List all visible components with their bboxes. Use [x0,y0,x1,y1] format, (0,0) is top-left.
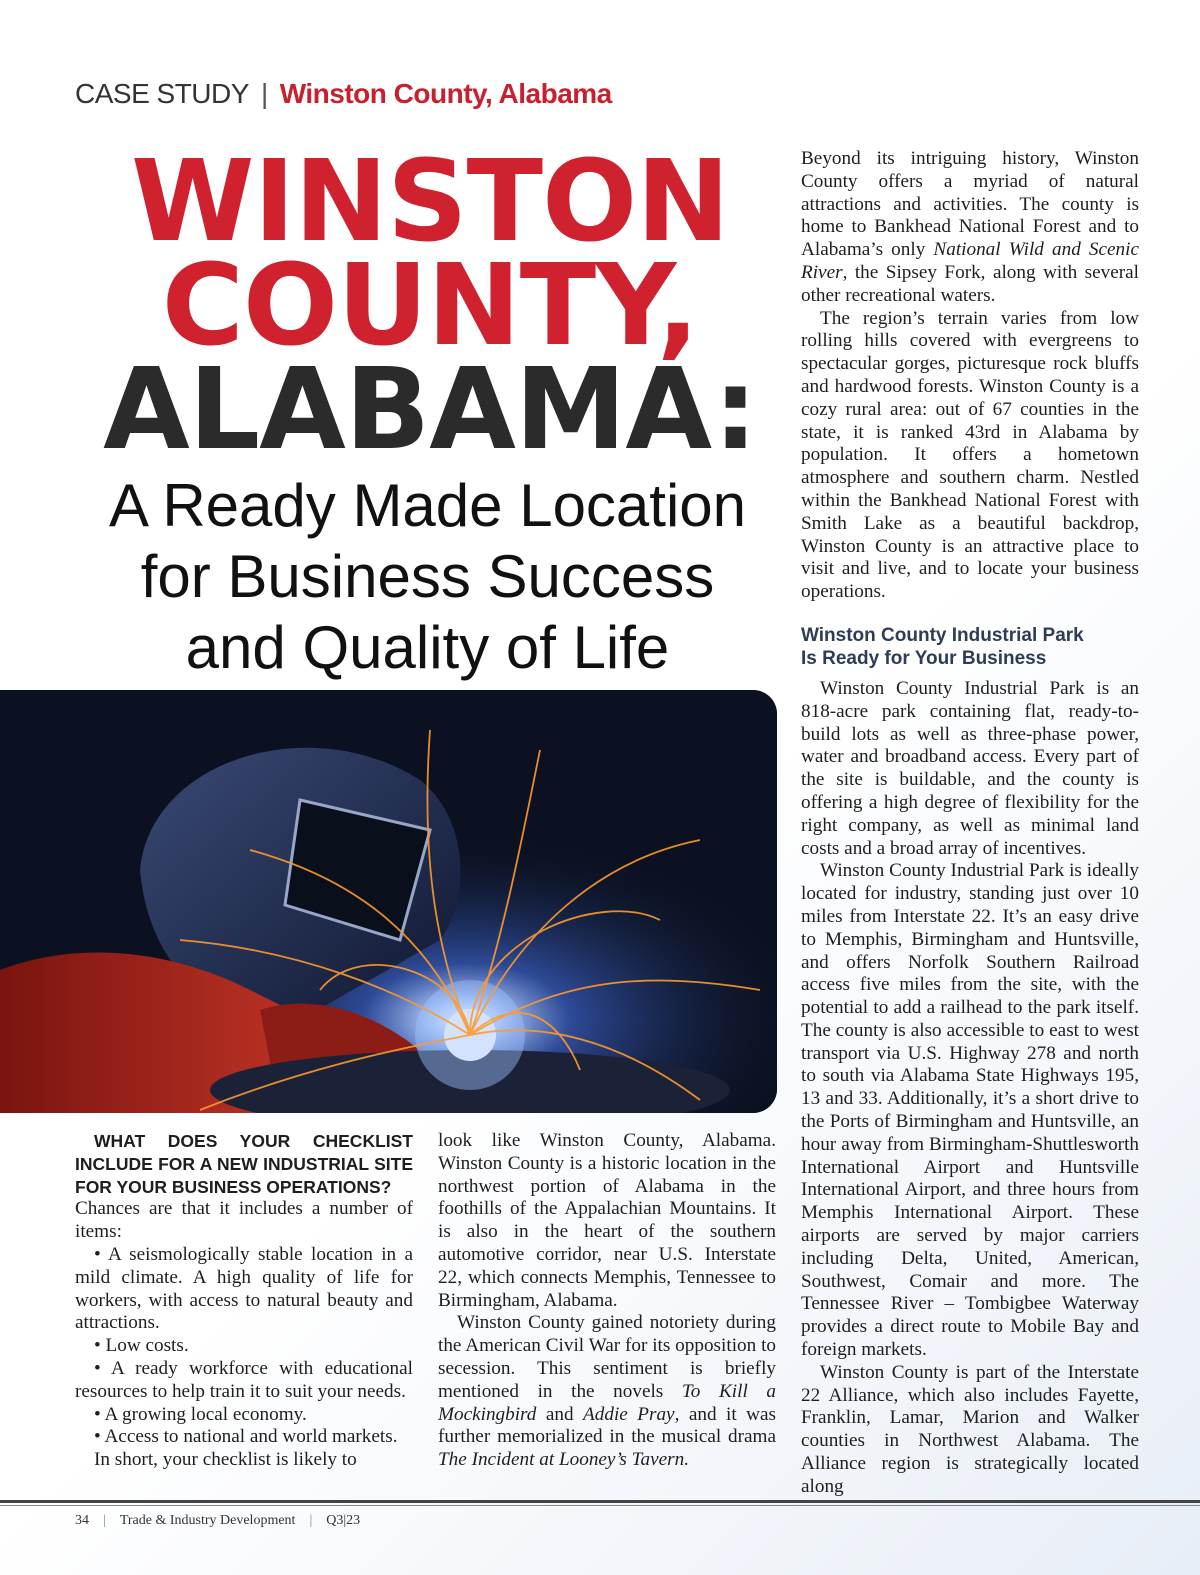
intro-text: Chances are that it includes a number of items: [75,1198,413,1243]
footer-rule-thin [0,1505,1200,1506]
column-3 [801,148,1139,1499]
section-label: CASE STUDY [75,78,249,109]
checklist-item: • A ready workforce with educational resources to help train it to suit your needs. [75,1357,413,1402]
book-title: To Kill a Mockingbird [438,1380,776,1425]
checklist-item: • Access to national and world markets. [94,1426,398,1448]
footer-rule [0,1500,1200,1503]
paragraph: look like Winston County, Alabama. Winston County is a historic location in the northwest portion of Alabama in the foothills of the Appalachian Mountains. It is also in the heart of the southern automotive corridor, near U.S. Interstate 22, which connects Memphis, Tennessee to Birmingham, Alabama. [438,1130,776,1311]
checklist-item: • Low costs. [94,1335,189,1357]
paragraph: Winston County Industrial Park is an 818-acre park containing flat, ready-to-build lots as well as three-phase power, water and broadband access. Every part of the site is buildable, and the county is offering a high degree of flexibility for the right company, as well as minimal land costs and a broad array of incentives. [801,677,1139,859]
column-1 [75,1130,413,1472]
title-line-1: WINSTON [131,137,729,267]
column-2 [438,1130,776,1472]
paragraph: Winston County is part of the Interstate 22 Alliance, which also includes Fayette, Franklin, Lamar, Marion and Walker counties in Northwest Alabama. The Alliance region is strategically located along [801,1361,1139,1497]
article-subtitle [60,470,795,683]
checklist-item: • A growing local economy. [94,1403,307,1425]
header-location: Winston County, Alabama [279,78,612,109]
subtitle-line-3: and Quality of Life [185,614,670,681]
title-line-3: ALABAMA: [103,345,757,475]
publication-name: Trade & Industry Development [119,1513,296,1528]
section-subheading: Winston County Industrial Park Is Ready for Your Business [801,624,1084,669]
article-title [60,137,800,475]
welder-illustration [0,690,777,1113]
paragraph: Winston County gained notoriety during the American Civil War for its opposition to secession. This sentiment is briefly mentioned in the novels To Kill a Mockingbird and Addie Pray, and it was further memorialized in the musical drama The Incident at Looney’s Tavern. [438,1312,776,1471]
paragraph: Winston County Industrial Park is ideally located for industry, standing just over 10 miles from Interstate 22. It’s an easy drive to Memphis, Birmingham and Huntsville, and offers Norfolk Southern Railroad access five miles from the site, with the potential to add a railhead to the park itself. The county is also accessible to east to west transport via U.S. Highway 278 and north to south via Alabama State Highways 195, 13 and 33. Additionally, it’s a short drive to the Ports of Birmingham and Huntsville, an hour away from Birmingham-Shuttlesworth International Airport and Huntsville International Airport, and three hours from Memphis International Airport. These airports are served by major carriers including Delta, United, American, Southwest, Comair and more. The Tennessee River – Tombigbee Waterway provides a direct route to Mobile Bay and foreign markets. [801,860,1139,1361]
title-line-2: COUNTY, [161,241,699,371]
welder-photo [0,690,777,1113]
page-footer: 34 | Trade & Industry Development | Q3|23 [75,1513,361,1528]
checklist-item: • A seismologically stable location in a mild climate. A high quality of life for workers, with access to natural beauty and attractions. [75,1243,413,1334]
drama-title: The Incident at Looney’s Tavern. [438,1449,690,1471]
lead-question: WHAT DOES YOUR CHECKLIST INCLUDE FOR A NEW INDUSTRIAL SITE FOR YOUR BUSINESS OPERATIONS? [75,1131,413,1197]
issue-label: Q3|23 [326,1513,361,1528]
page-number: 34 [75,1513,89,1528]
subtitle-line-2: for Business Success [140,543,715,610]
paragraph: The region’s terrain varies from low rolling hills covered with evergreens to spectacular gorges, picturesque rock bluffs and hardwood forests. Winston County is a cozy rural area: out of 67 counties in the state, it is ranked 43rd in Alabama by population. It offers a hometown atmosphere and southern charm. Nestled within the Bankhead National Forest with Smith Lake as a beautiful backdrop, Winston County is an attractive place to visit and live, and to locate your business operations. [801,307,1139,603]
book-title: Addie Pray [583,1403,675,1425]
section-header [75,78,612,110]
paragraph: Beyond its intriguing history, Winston County offers a myriad of natural attractions and activities. The county is home to Bankhead National Forest and to Alabama’s only National Wild and Scenic River, the Sipsey Fork, along with several other recreational waters. [801,148,1139,306]
river-designation: National Wild and Scenic River [801,239,1139,283]
closing-text: In short, your checklist is likely to [94,1449,357,1471]
subtitle-line-1: A Ready Made Location [108,472,747,539]
header-separator: | [260,78,268,109]
